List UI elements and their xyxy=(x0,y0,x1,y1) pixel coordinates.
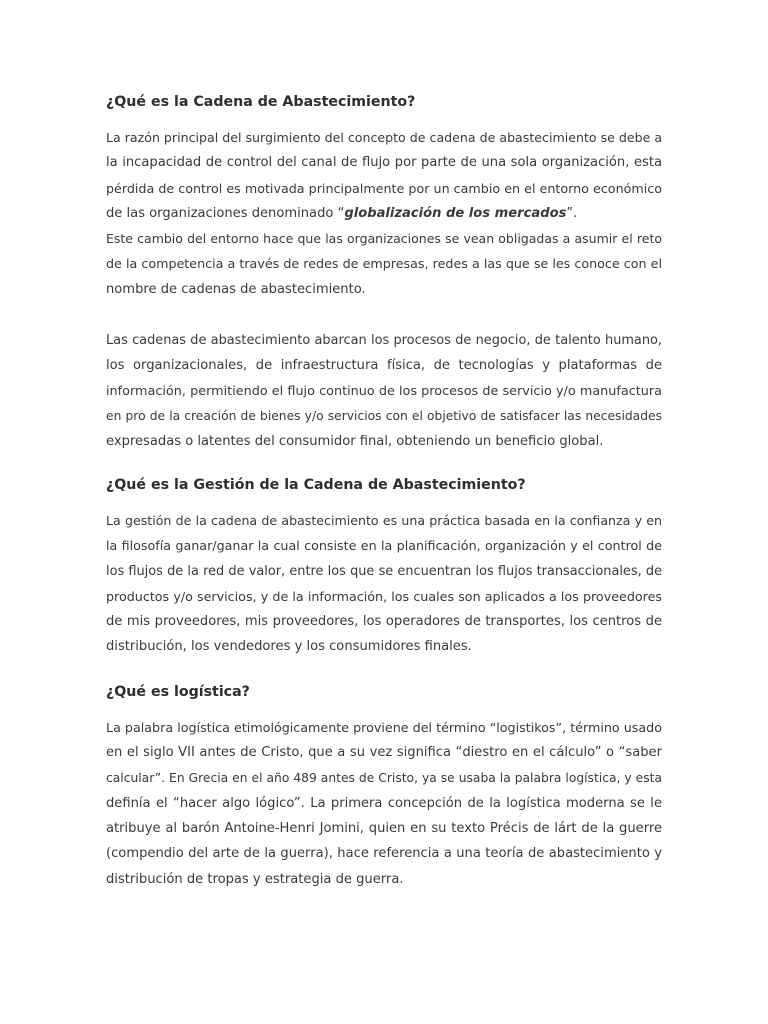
text-line: nombre de cadenas de abastecimiento. xyxy=(106,281,366,297)
text-line: definía el “hacer algo lógico”. La primera concepción de la logística moderna se le xyxy=(106,795,662,811)
text-line: Las cadenas de abastecimiento abarcan los procesos de negocio, de talento humano, xyxy=(106,333,662,348)
text-line: Este cambio del entorno hace que las organizaciones se vean obligadas a asumir el reto xyxy=(106,231,662,247)
section-heading-cadena: ¿Qué es la Cadena de Abastecimiento? xyxy=(106,94,416,110)
paragraph-logistica xyxy=(106,715,662,892)
text-line xyxy=(106,201,662,226)
text-fragment: ”. xyxy=(566,205,578,221)
text-line: expresadas o latentes del consumidor final, obteniendo un beneficio global. xyxy=(106,434,604,450)
text-line: productos y/o servicios, y de la información, los cuales son aplicados a los proveedores xyxy=(106,588,662,604)
text-fragment: de las organizaciones denominado “ xyxy=(106,205,345,221)
text-line: de la competencia a través de redes de empresas, redes a las que se les conoce con el xyxy=(106,256,662,272)
text-line: de mis proveedores, mis proveedores, los operadores de transportes, los centros de xyxy=(106,614,662,630)
text-line: los flujos de la red de valor, entre los que se encuentran los flujos transaccionales, de xyxy=(106,563,662,579)
text-line: en el siglo VII antes de Cristo, que a su vez significa “diestro en el cálculo” o “saber xyxy=(106,745,662,761)
text-line: La palabra logística etimológicamente proviene del término “logistikos”, término usado xyxy=(106,720,662,735)
text-line: pérdida de control es motivada principalmente por un cambio en el entorno económico xyxy=(106,180,662,196)
text-line: información, permitiendo el flujo continuo de los procesos de servicio y/o manufactura xyxy=(106,383,662,399)
section-heading-gestion: ¿Qué es la Gestión de la Cadena de Abastecimiento? xyxy=(106,477,526,493)
text-line: los organizacionales, de infraestructura física, de tecnologías y plataformas de xyxy=(106,358,662,374)
text-line: distribución, los vendedores y los consumidores finales. xyxy=(106,639,472,655)
text-line: la filosofía ganar/ganar la cual consiste en la planificación, organización y el control de xyxy=(106,538,662,554)
section-heading-logistica: ¿Qué es logística? xyxy=(106,684,250,700)
paragraph-cadena-intro xyxy=(106,125,662,302)
text-line: La razón principal del surgimiento del concepto de cadena de abastecimiento se debe a xyxy=(106,130,663,145)
paragraph-cadena-abarcan xyxy=(106,328,662,454)
paragraph-gestion xyxy=(106,508,662,660)
text-line: atribuye al barón Antoine-Henri Jomini, quien en su texto Précis de lárt de la guerre xyxy=(106,821,662,837)
text-line: distribución de tropas y estrategia de guerra. xyxy=(106,871,404,887)
emphasized-term: globalización de los mercados xyxy=(344,205,567,221)
text-line: calcular”. En Grecia en el año 489 antes de Cristo, ya se usaba la palabra logística, y esta xyxy=(106,770,662,785)
text-line: La gestión de la cadena de abastecimiento es una práctica basada en la confianza y en xyxy=(106,513,662,528)
text-line: la incapacidad de control del canal de flujo por parte de una sola organización, esta xyxy=(106,155,662,171)
text-line: (compendio del arte de la guerra), hace referencia a una teoría de abastecimiento y xyxy=(106,846,662,862)
text-line: en pro de la creación de bienes y/o servicios con el objetivo de satisfacer las necesidades xyxy=(106,408,662,423)
